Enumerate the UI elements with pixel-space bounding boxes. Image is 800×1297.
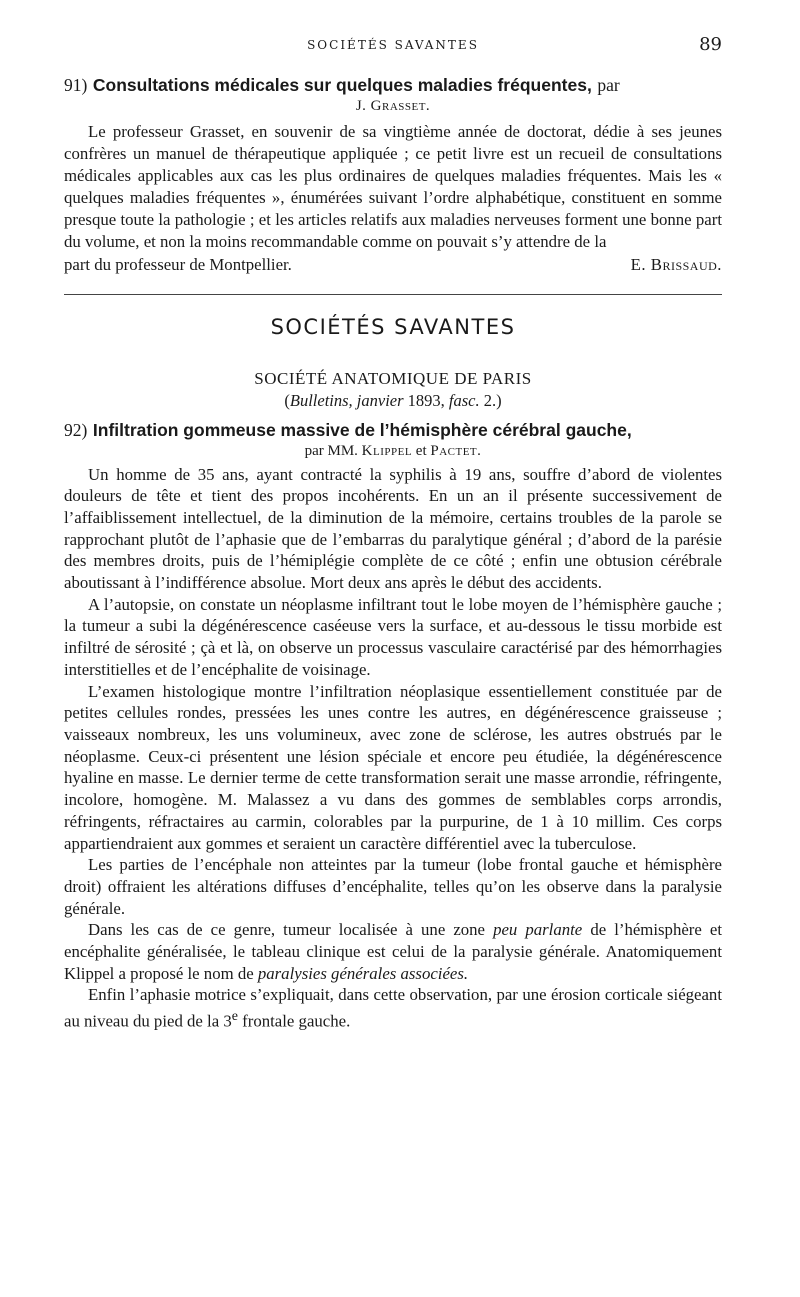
article-92	[64, 419, 722, 1033]
source-bulletins: Bulletins, janvier	[289, 390, 404, 410]
paragraph: Un homme de 35 ans, ayant contracté la syphilis à 19 ans, souffre d’abord de violentes douleurs de tête et tient des propos incohérents. En un an il présente successivement de l’affaiblissement intellectuel, de la diminution de la mémoire, certains troubles de la parole se rapprochant plutôt de l’aphasie que de l’embarras du paralytique général ; d’abord de la parésie des membres droits, puis de l’hémiplégie complète de ce côté ; enfin une obtusion cérébrale aboutissant à l’indifférence absolue. Mort deux ans après le début des accidents.	[64, 464, 722, 593]
paragraph	[64, 984, 722, 1032]
paragraph: A l’autopsie, on constate un néoplasme infiltrant tout le lobe moyen de l’hémisphère gauche ; la tumeur a subi la dégénérescence caséeuse vers la surface, et au-dessous le tissu morbide est infiltré de sérosité ; çà et là, on observe un processus vasculaire caractérisé par des hémorrhagies interstitielles et de l’encéphalite de voisinage.	[64, 594, 722, 679]
author-pactet: Pactet.	[430, 442, 482, 459]
p5-text-b: de l’hémisphère et encéphalite généralisée, le tableau clinique est celui de la paralysie générale. Anatomiquement Klippel a proposé le nom de	[64, 920, 722, 983]
article-91-number: 91)	[64, 75, 88, 95]
p6-text-a: Enfin l’aphasie motrice s’expliquait, dans cette observation, par une érosion corticale siégeant au niveau du pied de la 3	[64, 985, 722, 1031]
paragraph: L’examen histologique montre l’infiltration néoplasique essentiellement constituée par de petites cellules rondes, pressées les unes contre les autres, en dégénérescence graisseuse ; vaisseaux nombreux, les uns volumineux, avec zone de sclérose, les autres obstrués par le néoplasme. Ceux-ci présentent une lésion spéciale et encore peu étudiée, la dégénérescence hyaline en masse. Le dernier terme de cette transformation serait une masse arrondie, réfringente, incolore, homogène. M. Malassez a vu dans des gommes de semblables corps arrondis, réfringents, réfractaires au carmin, colorables par la purpurine, de 1 à 10 millim. Ces corps appartiendraient aux gommes et seraient un caractère différentiel avec la tuberculose.	[64, 681, 722, 853]
running-head	[64, 34, 722, 58]
p5-italic-paralysies: paralysies générales associées.	[257, 963, 469, 983]
page-number: 89	[699, 34, 722, 55]
article-92-byline	[64, 443, 722, 460]
society-name: SOCIÉTÉ ANATOMIQUE DE PARIS	[254, 368, 532, 388]
source-open: (	[284, 390, 290, 410]
p6-superscript: e	[231, 1009, 238, 1025]
source-citation	[64, 391, 722, 411]
article-92-title: Infiltration gommeuse massive de l’hémisphère cérébral gauche,	[92, 419, 632, 440]
article-91-signature: E. Brissaud.	[630, 254, 722, 274]
byline-et: et	[415, 442, 427, 459]
p5-italic-peu-parlante: peu parlante	[493, 920, 583, 940]
article-91-title: Consultations médicales sur quelques maladies fréquentes,	[92, 75, 592, 95]
section-divider	[64, 294, 722, 295]
p5-text-a: Dans les cas de ce genre, tumeur localisée à une zone	[88, 920, 494, 940]
article-91-heading	[64, 74, 722, 97]
article-92-heading	[64, 419, 722, 442]
article-91-par: par	[597, 75, 620, 95]
running-title: SOCIÉTÉS SAVANTES	[307, 38, 479, 52]
source-year: 1893,	[403, 390, 449, 410]
section-title: SOCIÉTÉS SAVANTES	[270, 314, 516, 339]
page-content	[64, 74, 722, 1032]
article-92-number: 92)	[64, 419, 88, 440]
article-91-signature-line	[64, 254, 722, 276]
article-91	[64, 74, 722, 276]
byline-par: par MM.	[304, 442, 358, 459]
source-close: 2.)	[479, 390, 502, 410]
article-91-author-name: J. Grasset.	[355, 98, 431, 114]
p6-text-b: frontale gauche.	[237, 1011, 351, 1031]
source-fasc: fasc.	[448, 390, 480, 410]
article-91-body: Le professeur Grasset, en souvenir de sa vingtième année de doctorat, dédie à ses jeunes confrères un manuel de thérapeutique appliquée ; ce petit livre est un recueil de consultations médicales applicables aux cas les plus ordinaires de quelques maladies fréquentes. Mais les « quelques maladies fréquentes », énumérées suivant l’ordre alphabétique, constituent en somme presque toute la pathologie ; et les articles relatifs aux maladies nerveuses forment une bonne part du volume, et non la moins recommandable comme on pouvait s’y attendre de la	[64, 122, 722, 252]
paragraph: Les parties de l’encéphale non atteintes par la tumeur (lobe frontal gauche et hémisphère droit) offraient les altérations diffuses d’encéphalite, telles qu’on les observe dans la paralysie générale.	[64, 855, 722, 918]
author-klippel: Klippel	[361, 442, 413, 459]
article-91-author	[64, 98, 722, 115]
paragraph	[64, 919, 722, 984]
article-91-last-line: part du professeur de Montpellier.	[64, 254, 292, 274]
